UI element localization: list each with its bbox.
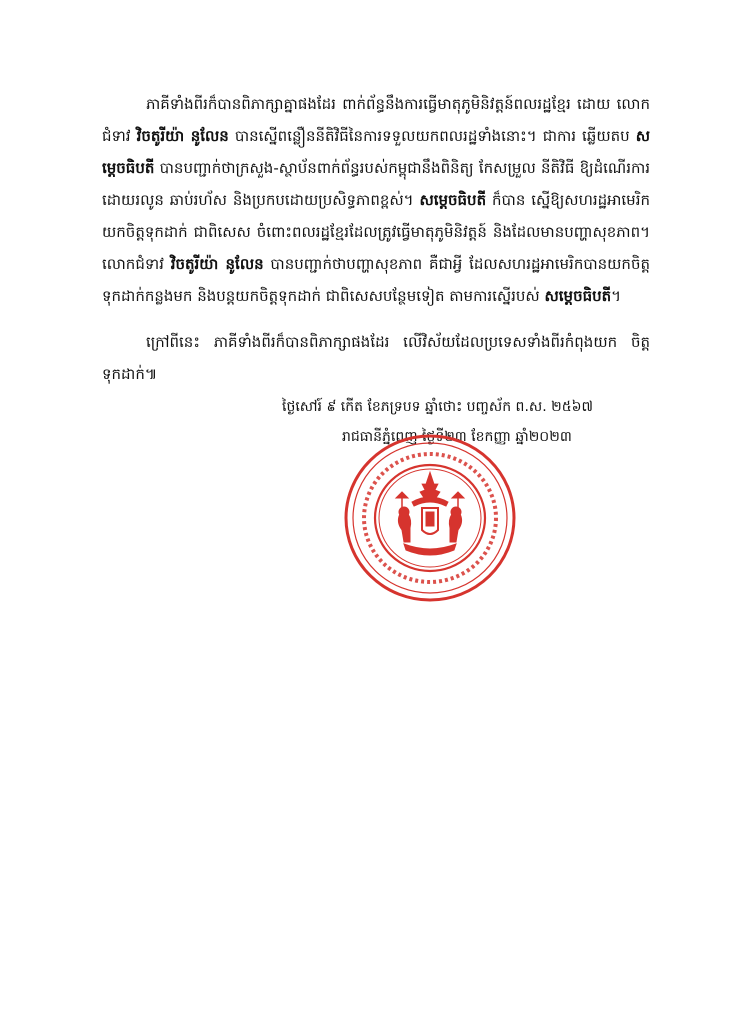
bold-name: សម្តេចធិបតី	[102, 127, 650, 177]
paragraph-1	[102, 88, 650, 312]
bold-name: សម្តេចធិបតី	[419, 191, 487, 209]
text-run: បានស្នើពន្លឿននីតិវិធីនៃការទទួលយកពលរដ្ឋទាំងនោះ។ ជាការ ឆ្លើយតប	[228, 127, 636, 145]
text-run: ក៏បាន ស្នើឱ្យសហរដ្ឋអាមេរិកយកចិត្តទុកដាក់ ជាពិសេស ចំពោះពលរដ្ឋខ្មែរដែលត្រូវធ្វើមាតុភូមិនិវត្តន៍ និងដែលមានបញ្ហាសុខភាព។ លោកជំទាវ	[102, 191, 650, 273]
paragraph-2: ក្រៅពីនេះ ភាគីទាំងពីរក៏បានពិភាក្សាផងដែរ លើវិស័យដែលប្រទេសទាំងពីរកំពុងយក ចិត្តទុកដាក់៕	[102, 333, 650, 383]
text-run: ។	[611, 287, 622, 305]
text-run: ភាគីទាំងពីរក៏បានពិភាក្សាគ្នាផងដែរ ពាក់ព័ន្ធនឹងការធ្វើមាតុភូមិនិវត្តន៍ពលរដ្ឋខ្មែរ ដោយ លោកជំទាវ	[102, 95, 650, 145]
text-run: បានបញ្ជាក់ថាក្រសួង-ស្ថាប័នពាក់ព័ន្ធរបស់កម្ពុជានឹងពិនិត្យ កែសម្រួល នីតិវិធី ឱ្យដំណើរការដោយរលូន ឆាប់រហ័ស និងប្រកបដោយប្រសិទ្ធភាពខ្ពស់។	[102, 159, 650, 209]
bold-name: វិចតូរីយ៉ា នូលែន	[170, 255, 264, 273]
document-body	[102, 88, 650, 404]
date-solar: រាជធានីភ្នំពេញ ថ្ងៃទី២៣ ខែកញ្ញា ឆ្នាំ២០២៣	[342, 429, 572, 445]
text-run: បានបញ្ជាក់ថាបញ្ហាសុខភាព គឺជាអ្វី ដែលសហរដ្ឋអាមេរិកបានយកចិត្តទុកដាក់កន្លងមក និងបន្តយកចិត្តទុកដាក់ ជាពិសេសបន្ថែមទៀត តាមការស្នើរបស់	[102, 255, 650, 305]
bold-name: សម្តេចធិបតី	[544, 287, 612, 305]
bold-name: វិចតូរីយ៉ា នូលែន	[136, 127, 229, 145]
date-lunar: ថ្ងៃសៅរ៍ ៩ កើត ខែភទ្របទ ឆ្នាំថោះ បញ្ចស័ក ព.ស. ២៥៦៧	[282, 399, 594, 415]
official-seal-icon	[342, 432, 518, 604]
